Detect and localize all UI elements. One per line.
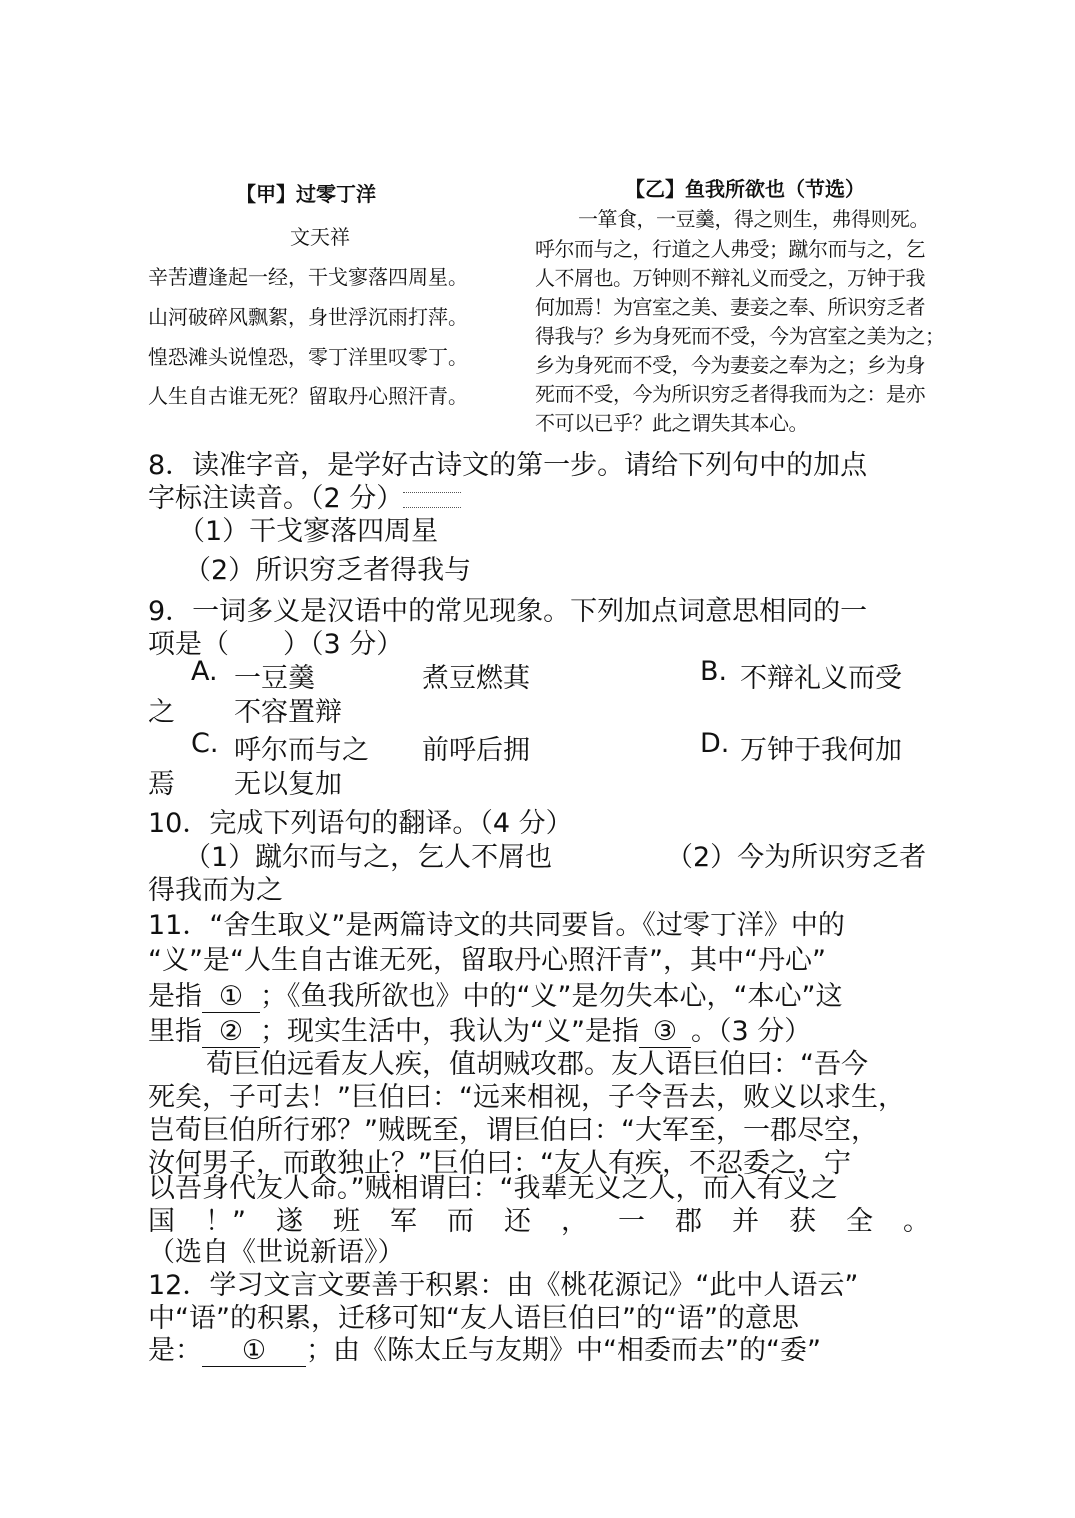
q11-line-2: “义”是“人生自古谁无死，留取丹心照汗青”，其中“丹心” [148, 945, 826, 976]
passage-yi-line-8: 不可以已乎？此之谓失其本心。 [535, 411, 808, 435]
poem-jia-line-1: 辛苦遭逢起一经，干戈寥落四周星。 [148, 265, 468, 289]
passage-xun-l6-6: 还 [504, 1206, 531, 1237]
passage-xun-l6-10: 并 [732, 1206, 759, 1237]
q11-line-3 [148, 974, 842, 1013]
q9-line-1: 9．一词多义是汉语中的常见现象。下列加点词意思相同的一 [148, 596, 868, 627]
q8-item-1: （1）干戈寥落四周星 [178, 516, 439, 547]
q9-option-d-left: 万钟于我何加 [740, 735, 902, 766]
passage-xun-l6-0: 国 [148, 1206, 175, 1237]
passage-xun-l6-1: ！” [205, 1206, 246, 1237]
q11-blank-2[interactable]: ② [202, 1016, 260, 1048]
q12-line-1: 12．学习文言文要善于积累：由《桃花源记》“此中人语云” [148, 1270, 859, 1301]
q11-blank-1[interactable]: ① [202, 981, 260, 1013]
q8-line-2-text: 字标注读音。（2 分） [148, 483, 404, 514]
q9-option-d-label: D. [700, 728, 730, 759]
q8-line-1: 8．读准字音，是学好古诗文的第一步。请给下列句中的加点 [148, 450, 868, 481]
q9-line-2: 项是（ ）（3 分） [148, 629, 404, 660]
q9-option-c-left: 呼尔而与之 [234, 735, 369, 766]
q9-option-c-label: C. [191, 728, 219, 759]
passage-yi-title: 【乙】鱼我所欲也（节选） [625, 177, 865, 201]
q11-line-4-c: 。（3 分） [690, 1016, 812, 1047]
q10-item-2: （2）今为所识穷乏者 [666, 842, 927, 873]
passage-xun-source: （选自《世说新语》） [148, 1237, 405, 1268]
passage-yi-line-6: 乡为身死而不受，今为妻妾之奉为之；乡为身 [535, 353, 925, 377]
q9-option-a-left: 一豆羹 [234, 663, 315, 694]
passage-yi-line-1: 一箪食，一豆羹，得之则生，弗得则死。 [578, 207, 929, 231]
passage-xun-l6-11: 获 [789, 1206, 816, 1237]
passage-xun-l6-4: 军 [390, 1206, 417, 1237]
passage-yi-line-7: 死而不受，今为所识穷乏者得我而为之：是亦 [535, 382, 925, 406]
passage-xun-l6-5: 而 [447, 1206, 474, 1237]
q8-dotted-marker [403, 492, 461, 508]
passage-yi-line-5: 得我与？乡为身死而不受，今为宫室之美为之； [535, 324, 945, 348]
passage-xun-line-4: 汝何男子，而敢独止？”巨伯曰：“友人有疾，不忍委之，宁 [148, 1148, 851, 1179]
q12-line-3-b: ；由《陈太丘与友期》中“相委而去”的“委” [306, 1335, 821, 1366]
q10-item-1: （1）蹴尔而与之，乞人不屑也 [184, 842, 553, 873]
q11-line-4-b: ；现实生活中，我认为“义”是指 [260, 1016, 639, 1047]
passage-xun-line-2: 死矣，子可去！”巨伯曰：“远来相视，子令吾去，败义以求生， [148, 1082, 905, 1113]
poem-jia-title: 【甲】过零丁洋 [236, 182, 376, 206]
passage-xun-l6-2: 遂 [276, 1206, 303, 1237]
passage-xun-l6-7: ， [561, 1206, 588, 1237]
passage-yi-line-4: 何加焉！为宫室之美、妻妾之奉、所识穷乏者 [535, 295, 925, 319]
q9-option-b-label: B. [700, 656, 728, 687]
poem-jia-line-4: 人生自古谁无死？留取丹心照汗青。 [148, 384, 468, 408]
poem-jia-line-3: 惶恐滩头说惶恐，零丁洋里叹零丁。 [148, 345, 468, 369]
passage-yi-line-3: 人不屑也。万钟则不辩礼义而受之，万钟于我 [535, 266, 925, 290]
q12-line-2: 中“语”的积累，迁移可知“友人语巨伯曰”的“语”的意思 [148, 1303, 799, 1334]
q9-option-a-right: 煮豆燃萁 [422, 663, 530, 694]
q9-option-c-right: 前呼后拥 [422, 735, 530, 766]
q11-line-3-b: ；《鱼我所欲也》中的“义”是勿失本心，“本心”这 [260, 981, 843, 1012]
q9-option-b-right: 不容置辩 [234, 697, 342, 728]
passage-yi-line-2: 呼尔而与之，行道之人弗受；蹴尔而与之，乞 [535, 237, 925, 261]
poem-jia-line-2: 山河破碎风飘絮，身世浮沉雨打萍。 [148, 305, 468, 329]
q9-option-b-cont: 之 [148, 697, 175, 728]
q10-line-1: 10．完成下列语句的翻译。（4 分） [148, 808, 573, 839]
q11-line-1: 11．“舍生取义”是两篇诗文的共同要旨。《过零丁洋》中的 [148, 910, 845, 941]
passage-xun-line-5: 以吾身代友人命。”贼相谓曰：“我辈无义之人，而入有义之 [148, 1173, 838, 1204]
passage-xun-l6-8: 一 [618, 1206, 645, 1237]
q12-line-3-a: 是： [148, 1335, 202, 1366]
q9-option-b-left: 不辩礼义而受 [740, 663, 902, 694]
q12-line-3 [148, 1328, 821, 1367]
q9-option-d-right: 无以复加 [234, 769, 342, 800]
passage-xun-l6-12: 全 [846, 1206, 873, 1237]
q9-option-d-cont: 焉 [148, 769, 175, 800]
q11-blank-3[interactable]: ③ [639, 1016, 691, 1048]
q8-item-2: （2）所识穷乏者得我与 [184, 555, 472, 586]
q11-line-4-a: 里指 [148, 1016, 202, 1047]
q11-line-3-a: 是指 [148, 981, 202, 1012]
passage-xun-l6-3: 班 [333, 1206, 360, 1237]
q9-option-a-label: A. [191, 656, 218, 687]
q10-item-2-cont: 得我而为之 [148, 875, 283, 906]
passage-xun-line-1: 荀巨伯远看友人疾，值胡贼攻郡。友人语巨伯曰：“吾今 [206, 1049, 868, 1080]
poem-jia-author: 文天祥 [290, 225, 350, 249]
passage-xun-l6-13: 。 [903, 1206, 930, 1237]
passage-xun-l6-9: 郡 [675, 1206, 702, 1237]
passage-xun-line-3: 岂荀巨伯所行邪？”贼既至，谓巨伯曰：“大军至，一郡尽空， [148, 1115, 878, 1146]
q12-blank-1[interactable]: ① [202, 1335, 306, 1367]
